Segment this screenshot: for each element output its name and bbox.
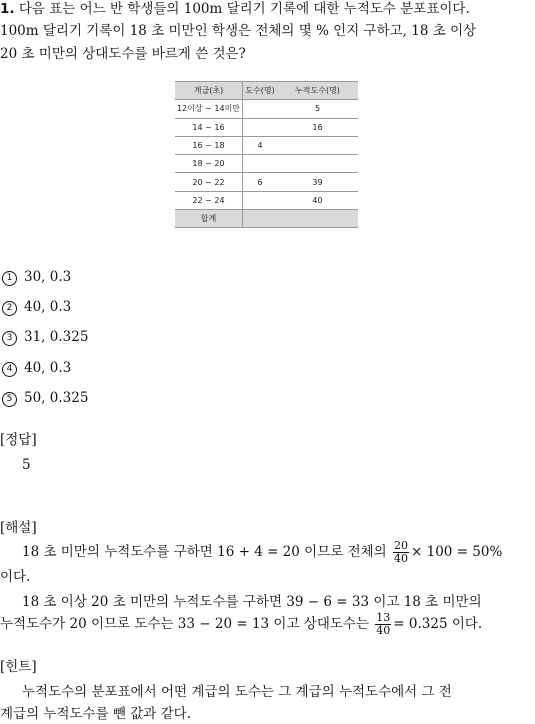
row-class: 22 ~ 24 <box>175 191 243 209</box>
table-row <box>175 191 358 209</box>
question-text-1: 다음 표는 어느 반 학생들의 100m 달리기 기록에 대한 누적도수 분포표이다. <box>18 1 470 17</box>
option-1[interactable] <box>2 268 71 286</box>
explanation-label: [해설] <box>0 520 37 536</box>
header-class: 계급(초) <box>175 82 243 100</box>
row-class: 18 ~ 20 <box>175 155 243 173</box>
row-frequency <box>243 155 278 173</box>
option-marker: 2 <box>2 301 17 316</box>
explanation-p1 <box>22 538 502 566</box>
answer-label: [정답] <box>0 432 37 448</box>
row-class: 14 ~ 16 <box>175 118 243 136</box>
total-frequency <box>243 210 278 228</box>
row-frequency: 4 <box>243 136 278 154</box>
answer-value: 5 <box>22 457 31 473</box>
row-cumulative: 5 <box>277 100 358 118</box>
option-text: 30, 0.3 <box>24 269 72 285</box>
option-3[interactable] <box>2 328 88 346</box>
row-class: 16 ~ 18 <box>175 136 243 154</box>
table-row <box>175 100 358 118</box>
explanation-p1-text: 18 초 미만의 누적도수를 구하면 16 + 4 = 20 이므로 전체의 <box>22 544 387 560</box>
row-frequency <box>243 118 278 136</box>
cumulative-frequency-table <box>175 81 358 228</box>
option-text: 40, 0.3 <box>24 360 72 376</box>
table-row <box>175 136 358 154</box>
question-line-2: 100m 달리기 기록이 18 초 미만인 학생은 전체의 몇 % 인지 구하고, 18 초 이상 <box>0 23 477 39</box>
row-cumulative <box>277 136 358 154</box>
table-row <box>175 118 358 136</box>
row-frequency <box>243 191 278 209</box>
option-text: 50, 0.325 <box>24 390 89 406</box>
fraction-numerator: 13 <box>376 611 391 624</box>
option-text: 31, 0.325 <box>24 329 89 345</box>
question-number: 1. <box>0 1 15 17</box>
table-header-row <box>175 82 358 100</box>
row-class: 12이상 ~ 14미만 <box>175 100 243 118</box>
row-frequency <box>243 100 278 118</box>
explanation-p1-result: × 100 = 50% <box>411 544 503 560</box>
explanation-p2-line2 <box>0 610 482 638</box>
header-frequency: 도수(명) <box>243 82 278 100</box>
hint-line-2: 계급의 누적도수를 뺀 값과 같다. <box>0 706 191 722</box>
question-line-1 <box>0 0 470 18</box>
row-frequency: 6 <box>243 173 278 191</box>
row-cumulative: 16 <box>277 118 358 136</box>
option-marker: 4 <box>2 362 17 377</box>
question-line-3: 20 초 미만의 상대도수를 바르게 쓴 것은? <box>0 46 246 62</box>
option-4[interactable] <box>2 359 71 377</box>
total-label: 합계 <box>175 210 243 228</box>
row-cumulative: 40 <box>277 191 358 209</box>
explanation-p2-line1: 18 초 이상 20 초 미만의 누적도수를 구하면 39 − 6 = 33 이고 18 초 미만의 <box>22 594 482 610</box>
header-cumulative: 누적도수(명) <box>277 82 358 100</box>
option-text: 40, 0.3 <box>24 299 72 315</box>
fraction-13-40 <box>375 612 391 637</box>
option-marker: 1 <box>2 271 17 286</box>
option-marker: 5 <box>2 392 17 407</box>
option-2[interactable] <box>2 298 71 316</box>
explanation-p2-text: 누적도수가 20 이므로 도수는 33 − 20 = 13 이고 상대도수는 <box>0 616 369 632</box>
total-cumulative <box>277 210 358 228</box>
explanation-p1-line2: 이다. <box>0 569 31 585</box>
fraction-denominator: 40 <box>394 552 408 565</box>
fraction-denominator: 40 <box>376 624 391 637</box>
row-cumulative: 39 <box>277 173 358 191</box>
hint-label: [힌트] <box>0 659 37 675</box>
hint-line-1: 누적도수의 분포표에서 어떤 계급의 도수는 그 계급의 누적도수에서 그 전 <box>22 684 452 700</box>
option-marker: 3 <box>2 331 17 346</box>
fraction-20-40 <box>393 540 409 565</box>
explanation-p2-result: = 0.325 이다. <box>393 616 483 632</box>
table-row <box>175 155 358 173</box>
row-class: 20 ~ 22 <box>175 173 243 191</box>
fraction-numerator: 20 <box>394 539 408 552</box>
table-row <box>175 173 358 191</box>
row-cumulative <box>277 155 358 173</box>
table-total-row <box>175 210 358 228</box>
option-5[interactable] <box>2 389 88 407</box>
